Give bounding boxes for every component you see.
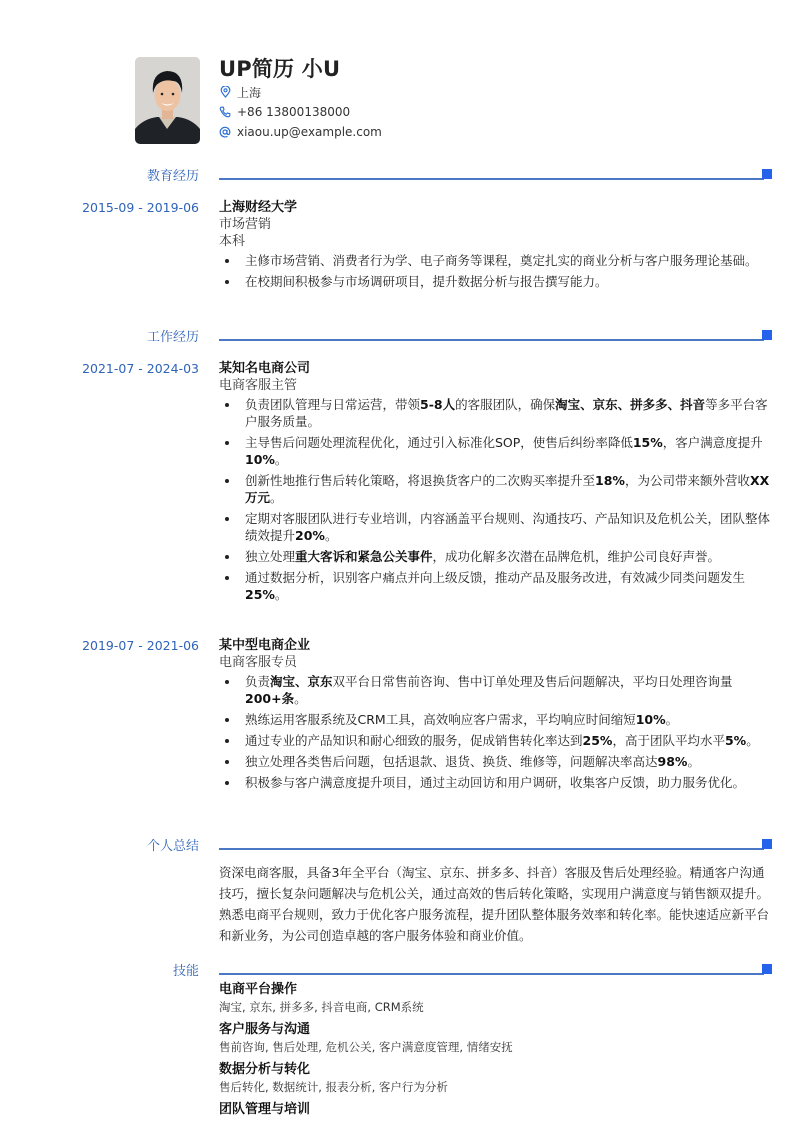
section-marker-square	[762, 839, 772, 849]
phone-text[interactable]: +86 13800138000	[237, 105, 351, 119]
job-title: 电商客服专员	[219, 655, 298, 670]
at-sign-icon	[219, 126, 231, 138]
entry-body	[219, 360, 774, 607]
section-work-header	[0, 328, 800, 348]
major: 市场营销	[219, 217, 272, 232]
list-item: 在校期间积极参与市场调研项目，提升数据分析与报告撰写能力。	[219, 273, 774, 290]
section-divider	[219, 339, 764, 341]
skill-group-items: 售后转化, 数据统计, 报表分析, 客户行为分析	[219, 1080, 448, 1094]
bullet-list	[219, 396, 774, 603]
skills-list	[219, 981, 774, 1125]
skill-group	[219, 1061, 774, 1095]
entry-date: 2019-07 - 2021-06	[82, 638, 199, 653]
list-item: 通过数据分析，识别客户痛点并向上级反馈，推动产品及服务改进，有效减少同类问题发生25%。	[219, 569, 774, 603]
summary-text: 资深电商客服，具备3年全平台（淘宝、京东、拼多多、抖音）客服及售后处理经验。精通客户沟通技巧，擅长复杂问题解决与危机公关，通过高效的售后转化策略，实现用户满意度与销售额双提升。熟悉电商平台规则，致力于优化客户服务流程，提升团队整体服务效率和转化率。能快速适应新平台和新业务，为公司创造卓越的客户服务体验和商业价值。	[219, 865, 770, 943]
bullet-list	[219, 673, 774, 791]
list-item: 独立处理重大客诉和紧急公关事件，成功化解多次潜在品牌危机，维护公司良好声誉。	[219, 548, 774, 565]
header-info	[219, 57, 382, 144]
list-item: 创新性地推行售后转化策略，将退换货客户的二次购买率提升至18%，为公司带来额外营收XX万元。	[219, 472, 774, 506]
section-education-header	[0, 167, 800, 187]
list-item: 负责淘宝、京东双平台日常售前咨询、售中订单处理及售后问题解决，平均日处理咨询量200+条。	[219, 673, 774, 707]
skill-group	[219, 1021, 774, 1055]
section-marker-square	[762, 330, 772, 340]
section-divider	[219, 848, 764, 850]
list-item: 积极参与客户满意度提升项目，通过主动回访和用户调研，收集客户反馈，助力服务优化。	[219, 774, 774, 791]
company-name: 某知名电商公司	[219, 361, 311, 376]
school-name: 上海财经大学	[219, 200, 298, 215]
skill-group-items: 淘宝, 京东, 拼多多, 抖音电商, CRM系统	[219, 1000, 424, 1014]
section-skills-header	[0, 962, 800, 982]
entry-date: 2021-07 - 2024-03	[82, 361, 199, 376]
location-text: 上海	[237, 85, 262, 100]
degree: 本科	[219, 234, 246, 249]
bullet-list	[219, 252, 774, 290]
avatar-photo	[135, 57, 200, 144]
contact-email	[219, 122, 382, 142]
email-text[interactable]: xiaou.up@example.com	[237, 125, 382, 139]
contact-phone	[219, 102, 382, 122]
phone-icon	[219, 106, 231, 118]
company-name: 某中型电商企业	[219, 638, 311, 653]
list-item: 主导售后问题处理流程优化，通过引入标准化SOP，使售后纠纷率降低15%，客户满意度提升10%。	[219, 434, 774, 468]
list-item: 定期对客服团队进行专业培训，内容涵盖平台规则、沟通技巧、产品知识及危机公关，团队整体绩效提升20%。	[219, 510, 774, 544]
skill-group	[219, 1101, 774, 1119]
section-title: 教育经历	[146, 169, 199, 184]
resume-header	[135, 57, 382, 144]
candidate-name: UP简历 小U	[219, 57, 341, 81]
section-summary-header	[0, 837, 800, 857]
contact-location	[219, 82, 382, 102]
list-item: 负责团队管理与日常运营，带领5-8人的客服团队，确保淘宝、京东、拼多多、抖音等多平台客户服务质量。	[219, 396, 774, 430]
list-item: 熟练运用客服系统及CRM工具，高效响应客户需求，平均响应时间缩短10%。	[219, 711, 774, 728]
skill-group-name: 电商平台操作	[219, 982, 298, 997]
list-item: 独立处理各类售后问题，包括退款、退货、换货、维修等，问题解决率高达98%。	[219, 753, 774, 770]
skill-group-name: 客户服务与沟通	[219, 1022, 311, 1037]
section-title: 工作经历	[146, 330, 199, 345]
section-title: 技能	[172, 964, 199, 979]
entry-body	[219, 637, 774, 795]
section-marker-square	[762, 964, 772, 974]
job-title: 电商客服主管	[219, 378, 298, 393]
location-pin-icon	[219, 86, 231, 98]
skill-group-items: 售前咨询, 售后处理, 危机公关, 客户满意度管理, 情绪安抚	[219, 1040, 513, 1054]
section-marker-square	[762, 169, 772, 179]
skill-group	[219, 981, 774, 1015]
skill-group-name: 团队管理与培训	[219, 1102, 311, 1117]
list-item: 主修市场营销、消费者行为学、电子商务等课程，奠定扎实的商业分析与客户服务理论基础。	[219, 252, 774, 269]
list-item: 通过专业的产品知识和耐心细致的服务，促成销售转化率达到25%，高于团队平均水平5%。	[219, 732, 774, 749]
section-title: 个人总结	[146, 839, 199, 854]
entry-body	[219, 199, 774, 294]
section-divider	[219, 973, 764, 975]
skill-group-name: 数据分析与转化	[219, 1062, 311, 1077]
entry-date: 2015-09 - 2019-06	[82, 200, 199, 215]
section-divider	[219, 178, 764, 180]
